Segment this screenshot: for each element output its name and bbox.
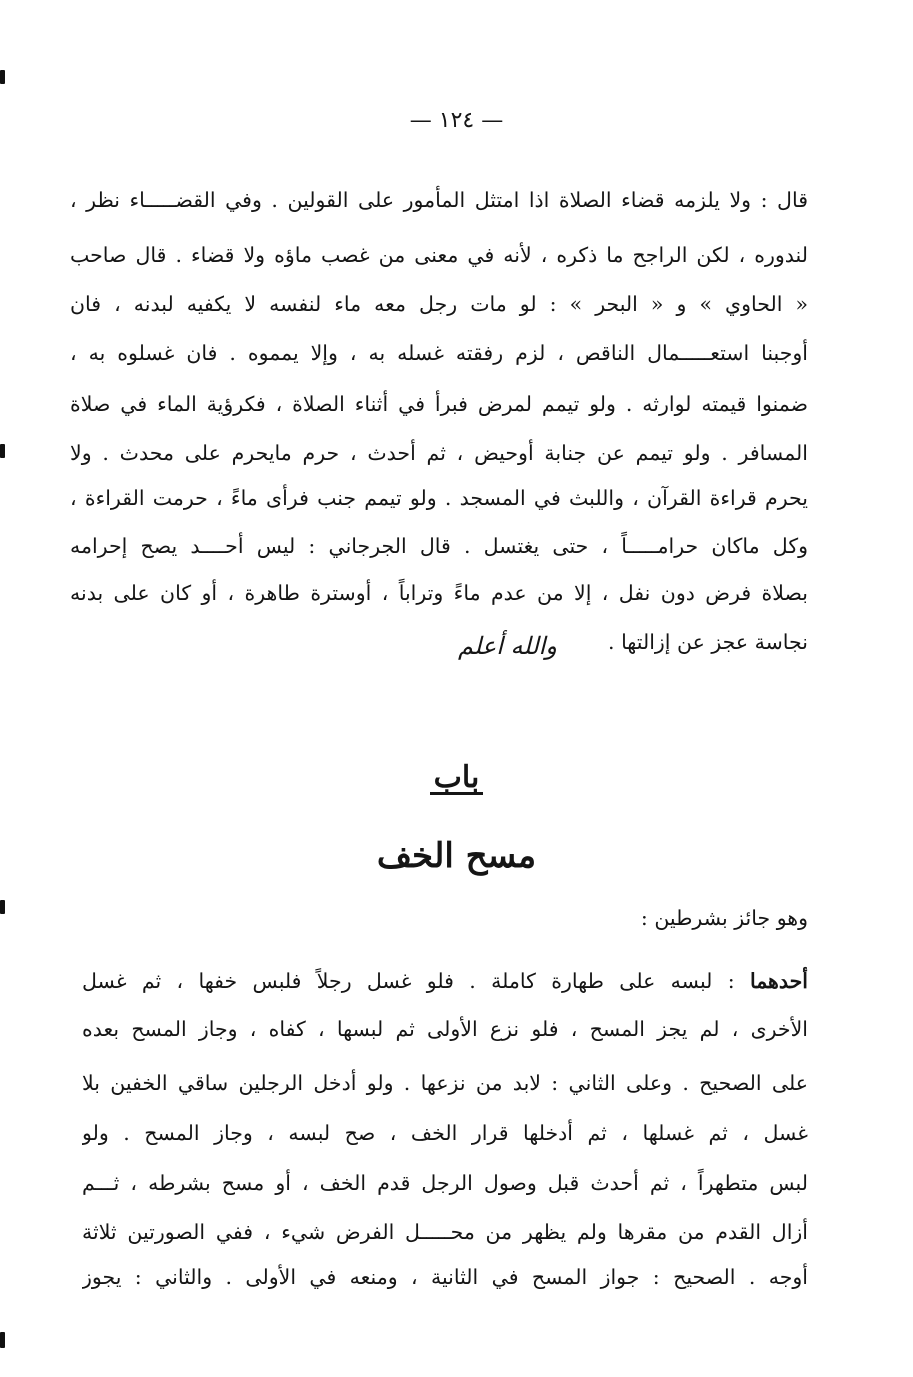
chapter-heading	[0, 760, 913, 795]
text-line: أوجبنا استعـــــمال الناقص ، لزم رفقته غسله به ، وإلا يمموه . فان غسلوه به ،	[70, 341, 808, 365]
chapter-heading-text: باب	[430, 764, 484, 795]
text-line: قال : ولا يلزمه قضاء الصلاة اذا امتثل المأمور على القولين . وفي القضـــــاء نظر ،	[70, 188, 808, 212]
chapter-title: مسح الخف	[376, 836, 537, 876]
text-line: وكل ماكان حرامـــــاً ، حتى يغتسل . قال الجرجاني : ليس أحــــد يصح إحرامه	[70, 534, 808, 558]
text-line: يحرم قراءة القرآن ، واللبث في المسجد . ولو تيمم جنب فرأى ماءً ، حرمت القراءة ،	[70, 486, 808, 510]
lead-word: أحدهما	[749, 969, 808, 993]
text-line: المسافر . ولو تيمم عن جنابة أوحيض ، ثم أحدث ، حرم مايحرم على محدث . ولا	[70, 441, 808, 465]
margin-mark	[0, 1332, 5, 1348]
closing-phrase: والله أعلم	[458, 632, 557, 660]
text-line: على الصحيح . وعلى الثاني : لابد من نزعها . ولو أدخل الرجلين ساقي الخفين بلا	[82, 1071, 808, 1095]
text-line: ضمنوا قيمته لوارثه . ولو تيمم لمرض فبرأ في أثناء الصلاة ، فكرؤية الماء في صلاة	[70, 392, 808, 416]
text-line: أزال القدم من مقرها ولم يظهر من محـــــل الفرض شيء ، ففي الصورتين ثلاثة	[82, 1220, 808, 1244]
text-line: لبس متطهراً ، ثم أحدث قبل وصول الرجل قدم الخف ، أو مسح بشرطه ، ثـــم	[82, 1171, 808, 1195]
text-line	[82, 966, 808, 1000]
text-line: الأخرى ، لم يجز المسح ، فلو نزع الأولى ثم لبسها ، كفاه ، وجاز المسح بعده	[82, 1017, 808, 1041]
margin-mark	[0, 444, 5, 458]
text-line: نجاسة عجز عن إزالتها .	[608, 630, 808, 654]
text-line: « الحاوي » و « البحر » : لو مات رجل معه ماء لنفسه لا يكفيه لبدنه ، فان	[70, 292, 808, 316]
text-line: أوجه . الصحيح : جواز المسح في الثانية ، ومنعه في الأولى . والثاني : يجوز	[82, 1265, 808, 1289]
margin-mark	[0, 70, 5, 84]
page-number: — ١٢٤ —	[409, 108, 504, 133]
text-line-rest: : لبسه على طهارة كاملة . فلو غسل رجلاً فلبس خفها ، ثم غسل	[82, 969, 750, 993]
text-line: بصلاة فرض دون نفل ، إلا من عدم ماءً وتراباً ، أوسترة طاهرة ، أو كان على بدنه	[70, 581, 808, 605]
intro-line: وهو جائز بشرطين :	[640, 906, 808, 930]
text-line: غسل ، ثم غسلها ، ثم أدخلها قرار الخف ، صح لبسه ، وجاز المسح . ولو	[82, 1121, 808, 1145]
text-line: لندوره ، لكن الراجح ما ذكره ، لأنه في معنى من غصب ماؤه ولا قضاء . قال صاحب	[70, 243, 808, 267]
margin-mark	[0, 900, 5, 914]
